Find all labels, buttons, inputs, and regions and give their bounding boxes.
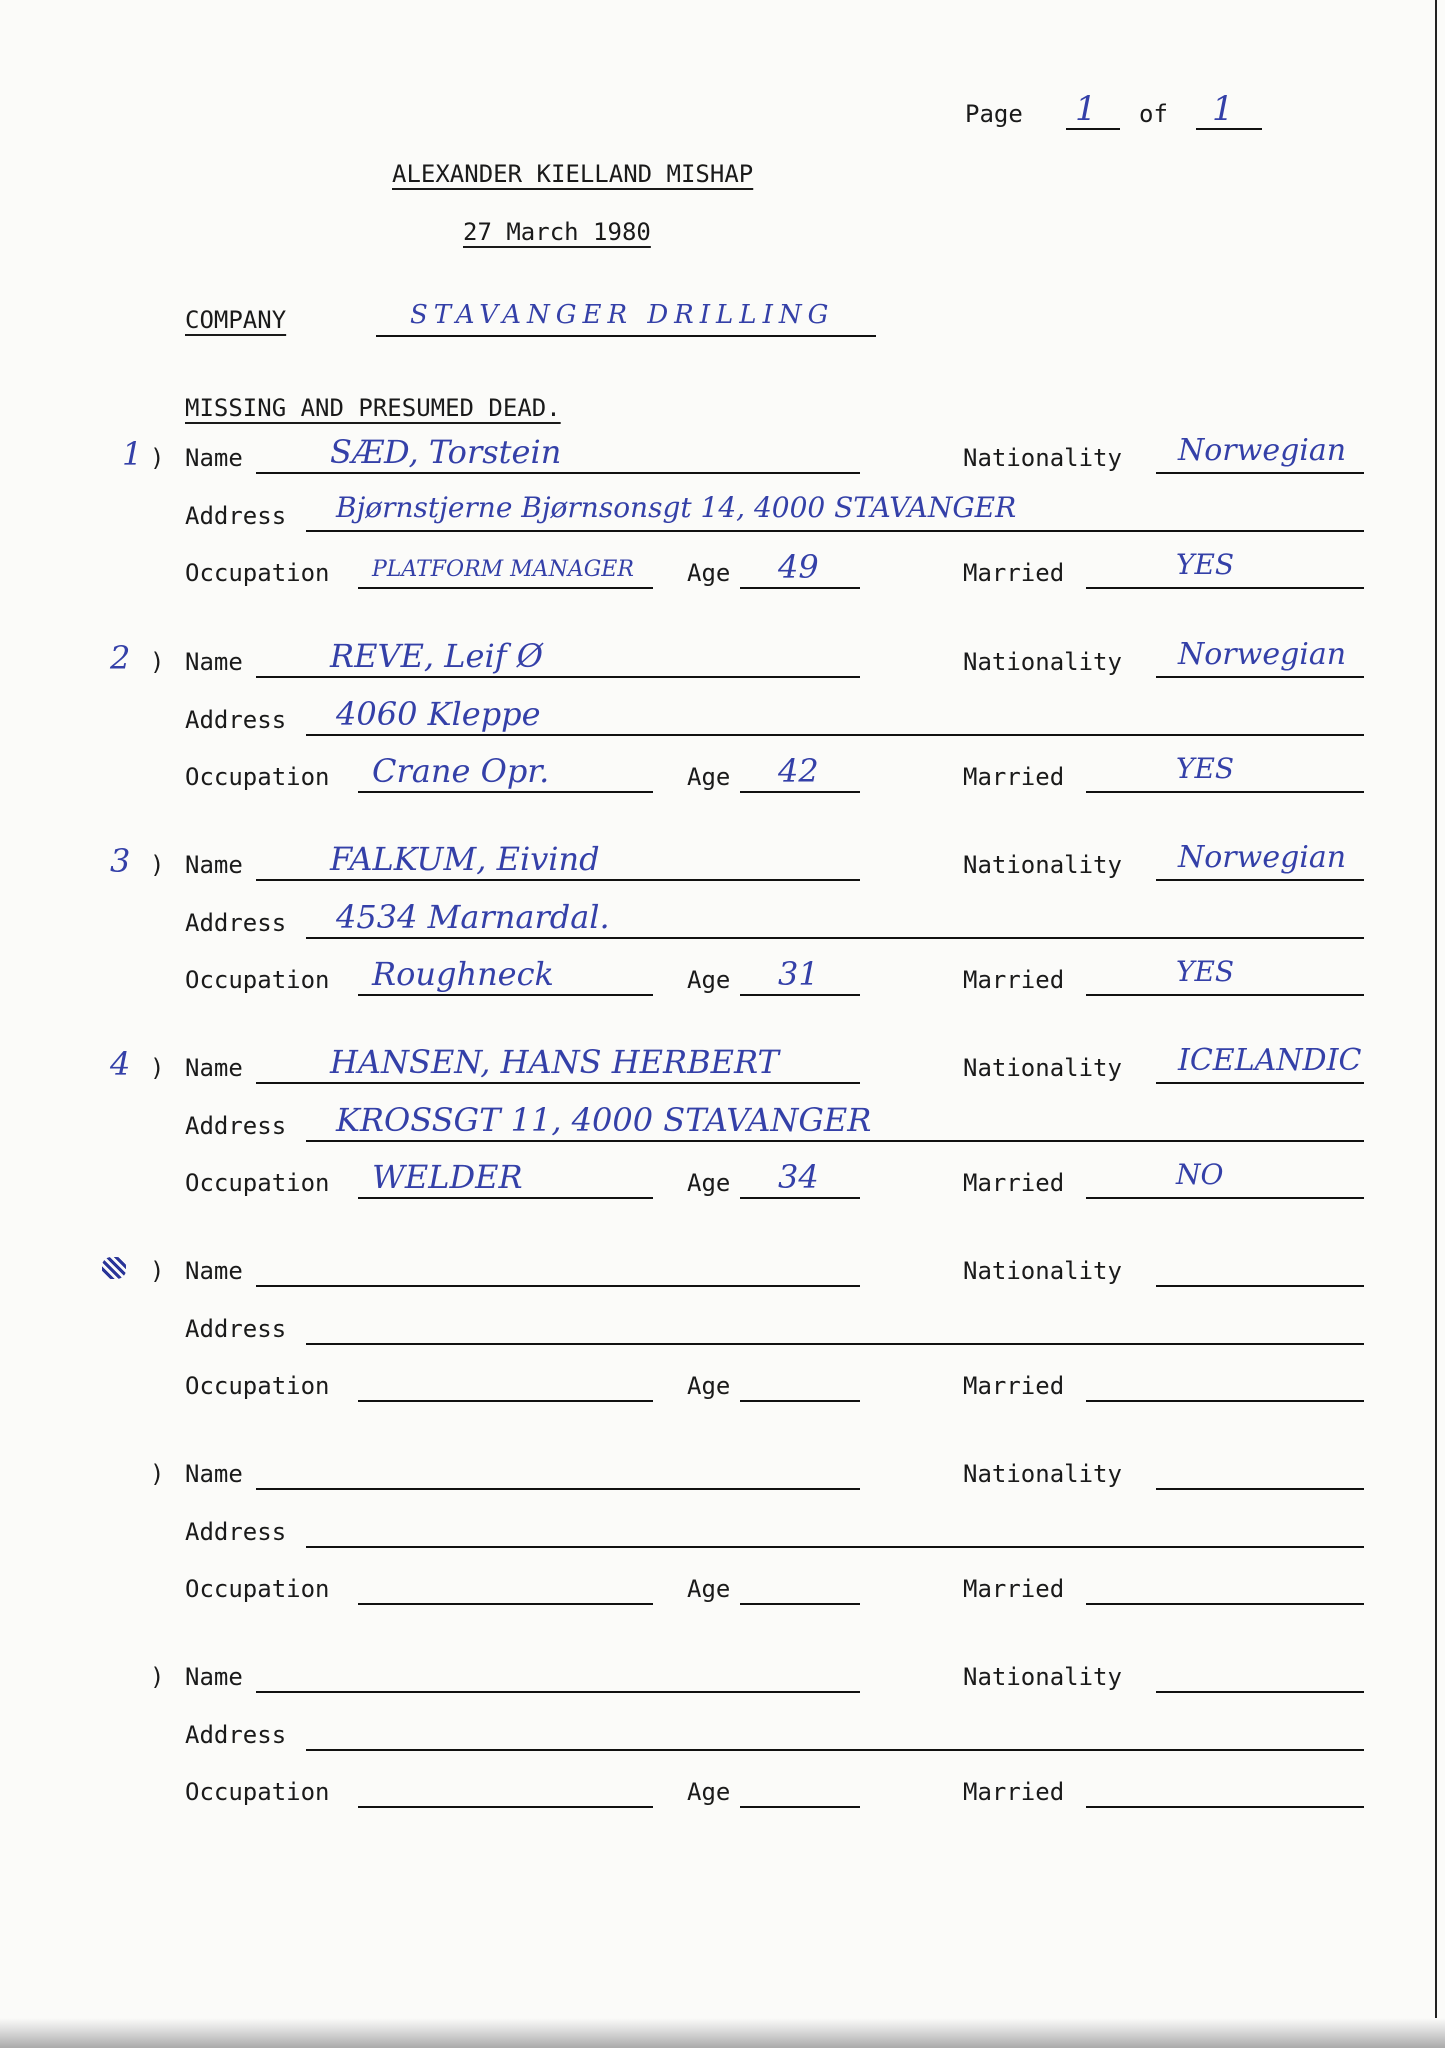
name-value: REVE, Leif Ø (330, 637, 543, 675)
page-label: Page (965, 100, 1023, 128)
married-line (1086, 791, 1364, 793)
entry-paren: ) (150, 1257, 165, 1285)
married-label: Married (963, 763, 1065, 791)
address-label: Address (185, 909, 287, 937)
occupation-label: Occupation (185, 559, 330, 587)
page-edge-bottom (0, 2018, 1445, 2048)
name-label: Name (185, 1460, 243, 1488)
name-label: Name (185, 851, 243, 879)
name-label: Name (185, 444, 243, 472)
name-line (256, 1285, 860, 1287)
married-value: YES (1176, 955, 1235, 988)
entry-number: 4 (110, 1045, 131, 1083)
nationality-label: Nationality (963, 1460, 1122, 1488)
entry-number: 2 (110, 639, 131, 677)
of-label: of (1139, 100, 1168, 128)
age-line (740, 791, 860, 793)
married-value: YES (1176, 548, 1235, 581)
nationality-line (1156, 472, 1364, 474)
married-value: NO (1176, 1158, 1224, 1191)
document-date: 27 March 1980 (463, 218, 651, 246)
address-line (306, 1343, 1364, 1345)
occupation-line (358, 1603, 653, 1605)
address-value: 4534 Marnardal. (336, 898, 610, 936)
occupation-line (358, 791, 653, 793)
name-line (256, 879, 860, 881)
occupation-line (358, 1400, 653, 1402)
entry-paren: ) (150, 1460, 165, 1488)
age-value: 49 (778, 548, 819, 586)
nationality-line (1156, 879, 1364, 881)
name-label: Name (185, 648, 243, 676)
nationality-line (1156, 1488, 1364, 1490)
address-value: Bjørnstjerne Bjørnsonsgt 14, 4000 STAVANGER (336, 491, 1017, 524)
age-value: 42 (778, 752, 819, 790)
age-label: Age (687, 1169, 731, 1197)
entry-paren: ) (150, 444, 165, 472)
address-line (306, 1546, 1364, 1548)
entry-paren: ) (150, 1054, 165, 1082)
page-num-value: 1 (1075, 89, 1097, 129)
section-title: MISSING AND PRESUMED DEAD. (185, 394, 561, 422)
nationality-label: Nationality (963, 1663, 1122, 1691)
address-label: Address (185, 1518, 287, 1546)
nationality-line (1156, 1082, 1364, 1084)
company-line (376, 335, 876, 337)
nationality-label: Nationality (963, 444, 1122, 472)
address-line (306, 1749, 1364, 1751)
married-line (1086, 1603, 1364, 1605)
married-label: Married (963, 966, 1065, 994)
name-line (256, 472, 860, 474)
age-value: 31 (778, 955, 819, 993)
entry-number: 3 (110, 842, 131, 880)
address-value: 4060 Kleppe (336, 695, 541, 733)
nationality-label: Nationality (963, 648, 1122, 676)
age-label: Age (687, 559, 731, 587)
age-line (740, 1400, 860, 1402)
page-total-value: 1 (1212, 89, 1234, 129)
entry-paren: ) (150, 851, 165, 879)
age-label: Age (687, 966, 731, 994)
married-line (1086, 1806, 1364, 1808)
entry-number: 1 (122, 435, 143, 473)
name-value: SÆD, Torstein (330, 433, 562, 471)
name-line (256, 676, 860, 678)
name-value: FALKUM, Eivind (330, 840, 600, 878)
age-label: Age (687, 763, 731, 791)
nationality-label: Nationality (963, 1257, 1122, 1285)
age-line (740, 1806, 860, 1808)
address-value: KROSSGT 11, 4000 STAVANGER (336, 1101, 872, 1139)
occupation-value: WELDER (372, 1158, 523, 1196)
address-label: Address (185, 706, 287, 734)
occupation-value: Roughneck (372, 955, 554, 993)
married-label: Married (963, 1778, 1065, 1806)
occupation-label: Occupation (185, 966, 330, 994)
married-line (1086, 994, 1364, 996)
nationality-line (1156, 676, 1364, 678)
occupation-value: Crane Opr. (372, 752, 550, 790)
occupation-label: Occupation (185, 1169, 330, 1197)
name-value: HANSEN, HANS HERBERT (330, 1043, 779, 1081)
entry-paren: ) (150, 1663, 165, 1691)
name-label: Name (185, 1663, 243, 1691)
age-line (740, 1197, 860, 1199)
married-label: Married (963, 1169, 1065, 1197)
address-line (306, 937, 1364, 939)
married-label: Married (963, 1575, 1065, 1603)
age-line (740, 1603, 860, 1605)
age-label: Age (687, 1778, 731, 1806)
nationality-value: Norwegian (1178, 637, 1347, 672)
occupation-label: Occupation (185, 1778, 330, 1806)
address-line (306, 1140, 1364, 1142)
nationality-line (1156, 1285, 1364, 1287)
name-line (256, 1082, 860, 1084)
married-label: Married (963, 1372, 1065, 1400)
address-label: Address (185, 1721, 287, 1749)
nationality-label: Nationality (963, 1054, 1122, 1082)
married-line (1086, 587, 1364, 589)
page-edge-right (1435, 0, 1437, 2048)
name-line (256, 1488, 860, 1490)
name-label: Name (185, 1257, 243, 1285)
age-line (740, 994, 860, 996)
nationality-label: Nationality (963, 851, 1122, 879)
married-line (1086, 1400, 1364, 1402)
company-label: COMPANY (185, 306, 287, 334)
address-line (306, 734, 1364, 736)
nationality-value: Norwegian (1178, 840, 1347, 875)
entry-paren: ) (150, 648, 165, 676)
nationality-value: ICELANDIC (1178, 1043, 1362, 1078)
nationality-line (1156, 1691, 1364, 1693)
age-label: Age (687, 1372, 731, 1400)
occupation-line (358, 1806, 653, 1808)
occupation-value: PLATFORM MANAGER (372, 557, 634, 582)
occupation-line (358, 1197, 653, 1199)
occupation-label: Occupation (185, 1575, 330, 1603)
married-label: Married (963, 559, 1065, 587)
address-label: Address (185, 1112, 287, 1140)
occupation-label: Occupation (185, 1372, 330, 1400)
age-line (740, 587, 860, 589)
address-label: Address (185, 1315, 287, 1343)
married-line (1086, 1197, 1364, 1199)
married-value: YES (1176, 752, 1235, 785)
occupation-label: Occupation (185, 763, 330, 791)
address-label: Address (185, 502, 287, 530)
company-value: STAVANGER DRILLING (410, 300, 835, 330)
entry-number-scribble (102, 1257, 126, 1279)
age-label: Age (687, 1575, 731, 1603)
age-value: 34 (778, 1158, 819, 1196)
address-line (306, 530, 1364, 532)
nationality-value: Norwegian (1178, 433, 1347, 468)
occupation-line (358, 994, 653, 996)
name-label: Name (185, 1054, 243, 1082)
name-line (256, 1691, 860, 1693)
document-title: ALEXANDER KIELLAND MISHAP (392, 160, 754, 188)
occupation-line (358, 587, 653, 589)
